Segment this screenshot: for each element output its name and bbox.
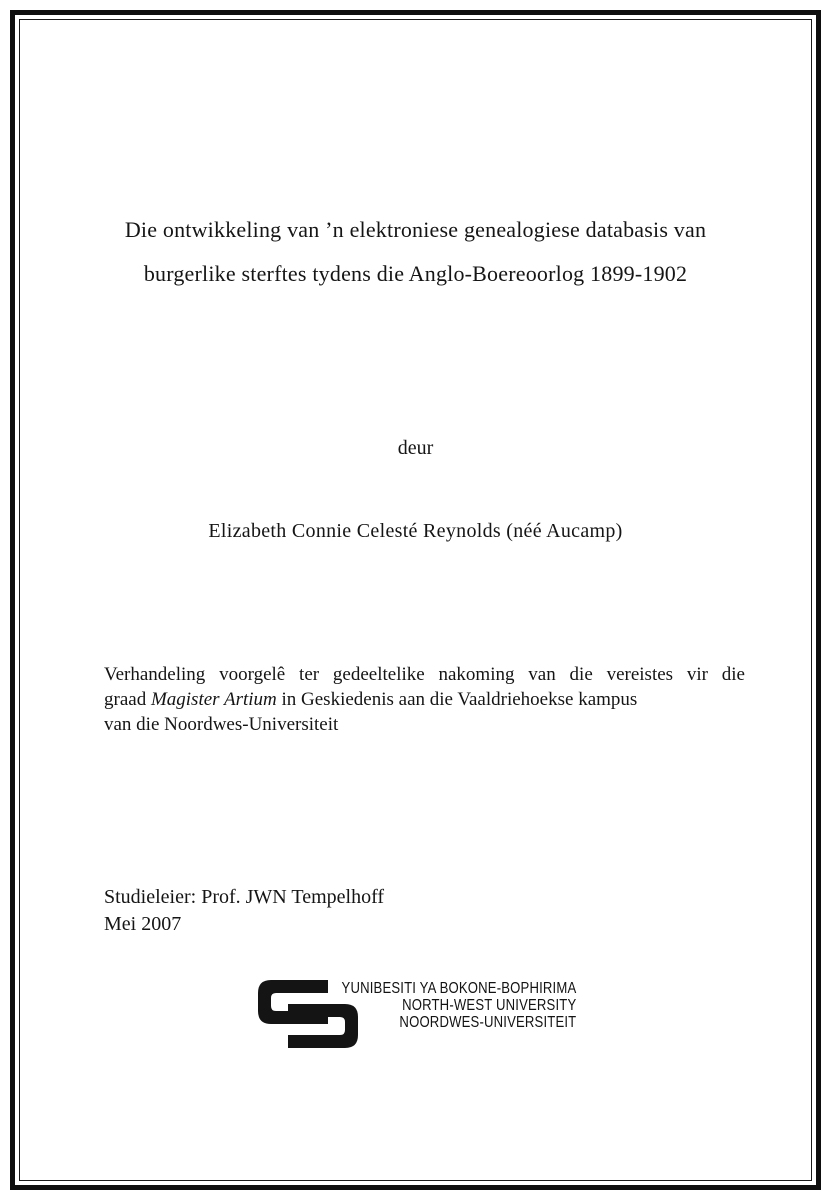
statement-line-1: Verhandeling voorgelê ter gedeeltelike nakoming van die vereistes vir die bbox=[104, 664, 745, 685]
thesis-title bbox=[60, 208, 771, 296]
statement-line-2-prefix: graad bbox=[104, 689, 147, 710]
submission-statement bbox=[104, 662, 745, 737]
university-name-block bbox=[341, 980, 576, 1031]
nwu-logo bbox=[256, 974, 576, 1060]
byline-deur: deur bbox=[397, 437, 434, 459]
statement-line-2-suffix: in Geskiedenis aan die Vaaldriehoekse kampus bbox=[281, 689, 638, 710]
author-name: Elizabeth Connie Celesté Reynolds (néé Aucamp) bbox=[208, 520, 623, 542]
date-line: Mei 2007 bbox=[104, 913, 182, 935]
university-name-setswana: YUNIBESITI YA BOKONE-BOPHIRIMA bbox=[341, 980, 576, 997]
university-name-english: NORTH-WEST UNIVERSITY bbox=[401, 997, 576, 1014]
degree-name-italic: Magister Artium bbox=[150, 689, 277, 710]
statement-line-2 bbox=[104, 687, 745, 712]
supervisor-line: Studieleier: Prof. JWN Tempelhoff bbox=[104, 886, 385, 908]
statement-line-3: van die Noordwes-Universiteit bbox=[104, 714, 339, 735]
university-name-afrikaans: NOORDWES-UNIVERSITEIT bbox=[399, 1014, 576, 1031]
thesis-title-line-2: burgerlike sterftes tydens die Anglo-Boereoorlog 1899-1902 bbox=[143, 261, 688, 286]
thesis-title-line-1: Die ontwikkeling van ’n elektroniese genealogiese databasis van bbox=[124, 217, 707, 242]
